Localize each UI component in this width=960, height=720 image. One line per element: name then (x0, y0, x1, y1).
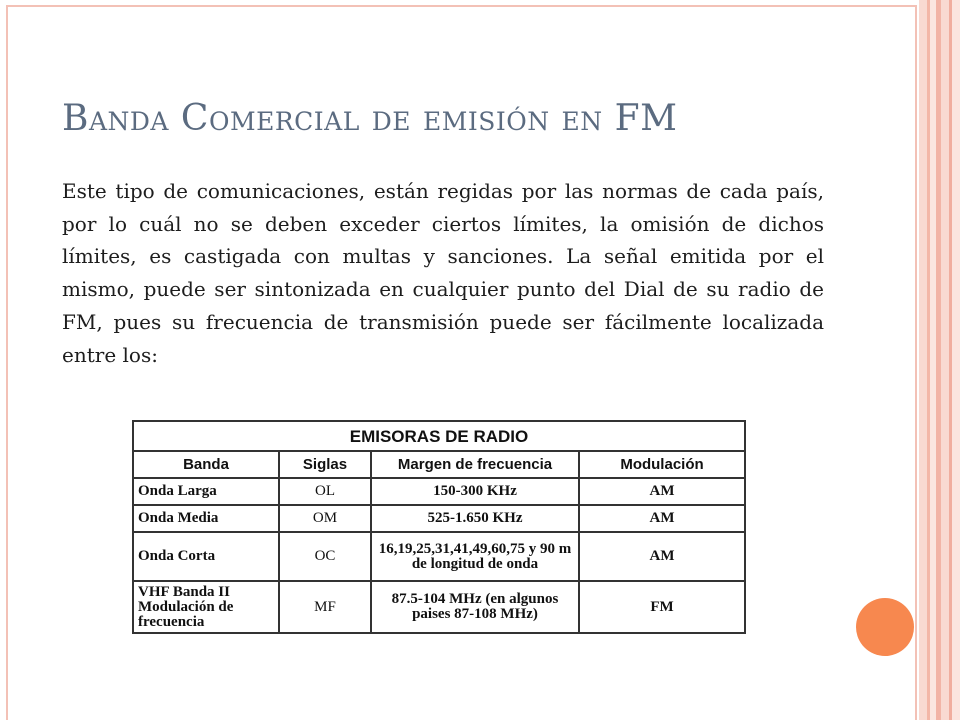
side-stripe (952, 0, 960, 720)
table-row (133, 581, 745, 633)
cell-banda: Onda Media (133, 505, 279, 532)
orange-circle-icon (856, 598, 914, 656)
cell-modulacion: FM (579, 581, 745, 633)
cell-modulacion: AM (579, 532, 745, 581)
cell-margen: 87.5-104 MHz (en algunos paises 87-108 MHz) (371, 581, 579, 633)
column-header-banda: Banda (133, 451, 279, 478)
cell-modulacion: AM (579, 505, 745, 532)
table-row (133, 532, 745, 581)
cell-siglas: OC (279, 532, 371, 581)
column-header-margen: Margen de frecuencia (371, 451, 579, 478)
cell-siglas: OL (279, 478, 371, 505)
cell-modulacion: AM (579, 478, 745, 505)
column-header-modulacion: Modulación (579, 451, 745, 478)
cell-banda: VHF Banda II Modulación de frecuencia (133, 581, 279, 633)
cell-banda: Onda Corta (133, 532, 279, 581)
cell-margen: 16,19,25,31,41,49,60,75 y 90 m de longitud de onda (371, 532, 579, 581)
cell-margen: 525-1.650 KHz (371, 505, 579, 532)
slide-title: Banda Comercial de emisión en FM (62, 98, 678, 139)
side-stripe (919, 0, 927, 720)
column-header-siglas: Siglas (279, 451, 371, 478)
cell-siglas: MF (279, 581, 371, 633)
radio-stations-table (132, 420, 746, 634)
slide-paragraph: Este tipo de comunicaciones, están regidas por las normas de cada país, por lo cuál no se deben exceder ciertos límites, la omisión de dichos límites, es castigada con multas y sanciones. La señal emitida por el mismo, puede ser sintonizada en cualquier punto del Dial de su radio de FM, pues su frecuencia de transmisión puede ser fácilmente localizada entre los: (62, 179, 824, 367)
side-stripe (941, 0, 949, 720)
cell-margen: 150-300 KHz (371, 478, 579, 505)
table-caption: EMISORAS DE RADIO (133, 421, 745, 451)
cell-siglas: OM (279, 505, 371, 532)
table-row (133, 505, 745, 532)
cell-banda: Onda Larga (133, 478, 279, 505)
radio-table-container (132, 420, 746, 654)
table-row (133, 478, 745, 505)
